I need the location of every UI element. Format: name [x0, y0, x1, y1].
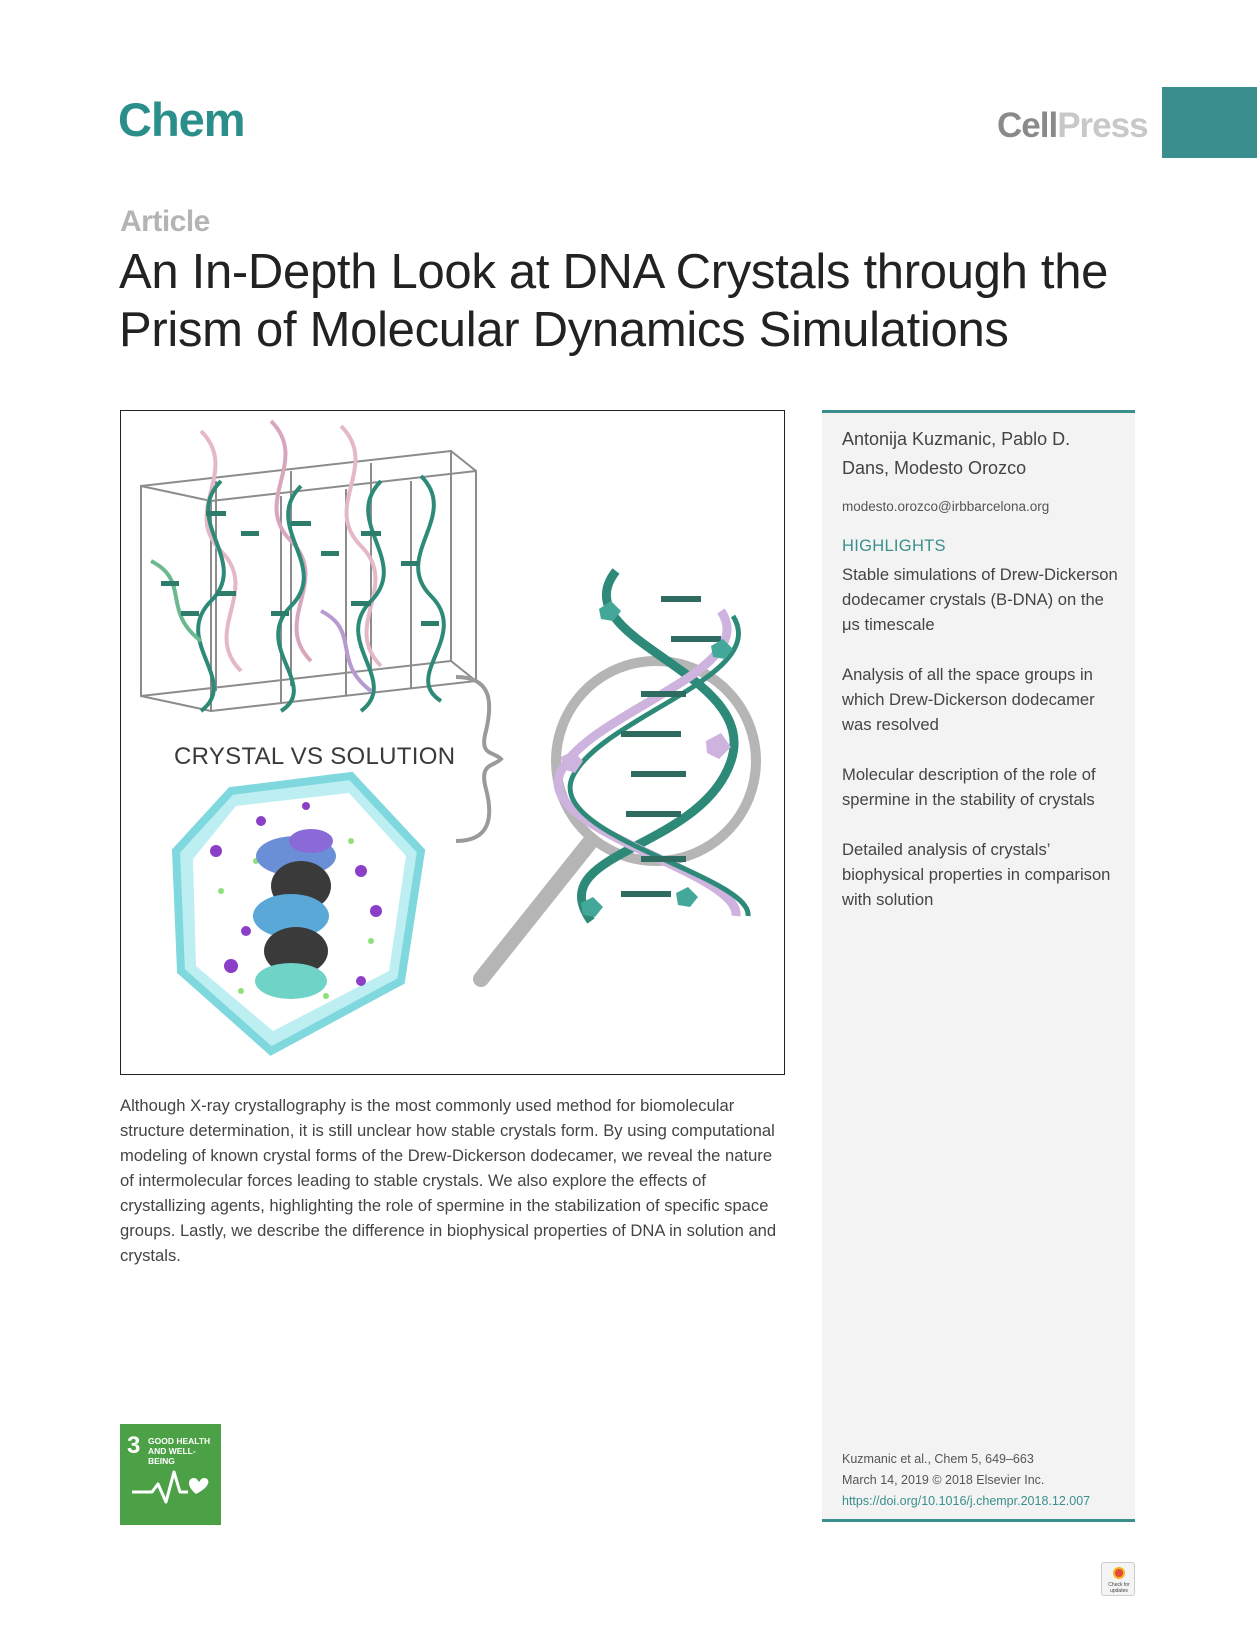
- header-accent-tab: [1162, 87, 1257, 158]
- update-icon: [1113, 1567, 1125, 1579]
- highlight-item: Molecular description of the role of spermine in the stability of crystals: [842, 765, 1096, 809]
- comparison-brace: [456, 677, 501, 841]
- citation-date: March 14, 2019 © 2018 Elsevier Inc.: [842, 1473, 1045, 1487]
- sdg-label-line1: GOOD HEALTH: [148, 1436, 211, 1446]
- crystal-lattice: [141, 451, 476, 711]
- highlight-item: Detailed analysis of crystals’ biophysical properties in comparison with solution: [842, 840, 1111, 909]
- check-for-updates-badge[interactable]: [1101, 1562, 1135, 1596]
- publisher-logo: [997, 106, 1148, 146]
- figure-label: CRYSTAL VS SOLUTION: [174, 743, 456, 770]
- author-list: Antonija Kuzmanic, Pablo D. Dans, Modesto Orozco: [842, 429, 1071, 478]
- solution-dna-molecule: [253, 829, 336, 999]
- article-title: An In-Depth Look at DNA Crystals through the Prism of Molecular Dynamics Simulations: [119, 245, 1109, 357]
- sdg-number: 3: [127, 1432, 141, 1459]
- graphical-abstract: [120, 410, 785, 1075]
- sdg-label-line2: AND WELL-BEING: [148, 1446, 196, 1466]
- doi-link[interactable]: https://doi.org/10.1016/j.chempr.2018.12.007: [842, 1494, 1091, 1508]
- sdg-goal-badge: [120, 1424, 221, 1525]
- highlight-item: Analysis of all the space groups in which Drew-Dickerson dodecamer was resolved: [842, 665, 1095, 734]
- highlights-heading: HIGHLIGHTS: [842, 537, 946, 555]
- sidebar-panel: [822, 410, 1135, 1522]
- citation-block: [842, 1449, 1090, 1512]
- highlight-item: Stable simulations of Drew-Dickerson dodecamer crystals (B-DNA) on the μs timescale: [842, 565, 1118, 634]
- publisher-logo-press: Press: [1057, 106, 1148, 145]
- check-for-updates-label: Check for updates: [1108, 1582, 1130, 1594]
- highlights-list: [842, 562, 1122, 937]
- corresponding-email[interactable]: modesto.orozco@irbbarcelona.org: [842, 499, 1050, 514]
- journal-logo: Chem: [118, 93, 245, 146]
- sdg-label: [148, 1436, 221, 1466]
- citation-reference: Kuzmanic et al., Chem 5, 649–663: [842, 1452, 1034, 1466]
- heartbeat-icon: [130, 1466, 212, 1506]
- publisher-logo-cell: Cell: [997, 106, 1058, 145]
- article-type: Article: [120, 205, 210, 238]
- magnifying-glass: [481, 661, 756, 979]
- abstract-text: Although X-ray crystallography is the most commonly used method for biomolecular structure determination, it is still unclear how stable crystals form. By using computational modeling of known crystal forms of the Drew-Dickerson dodecamer, we reveal the nature of intermolecular forces leading to stable crystals. We also explore the effects of crystallizing agents, highlighting the role of spermine in the stabilization of specific space groups. Lastly, we describe the difference in biophysical properties of DNA in solution and crystals.: [120, 1096, 777, 1265]
